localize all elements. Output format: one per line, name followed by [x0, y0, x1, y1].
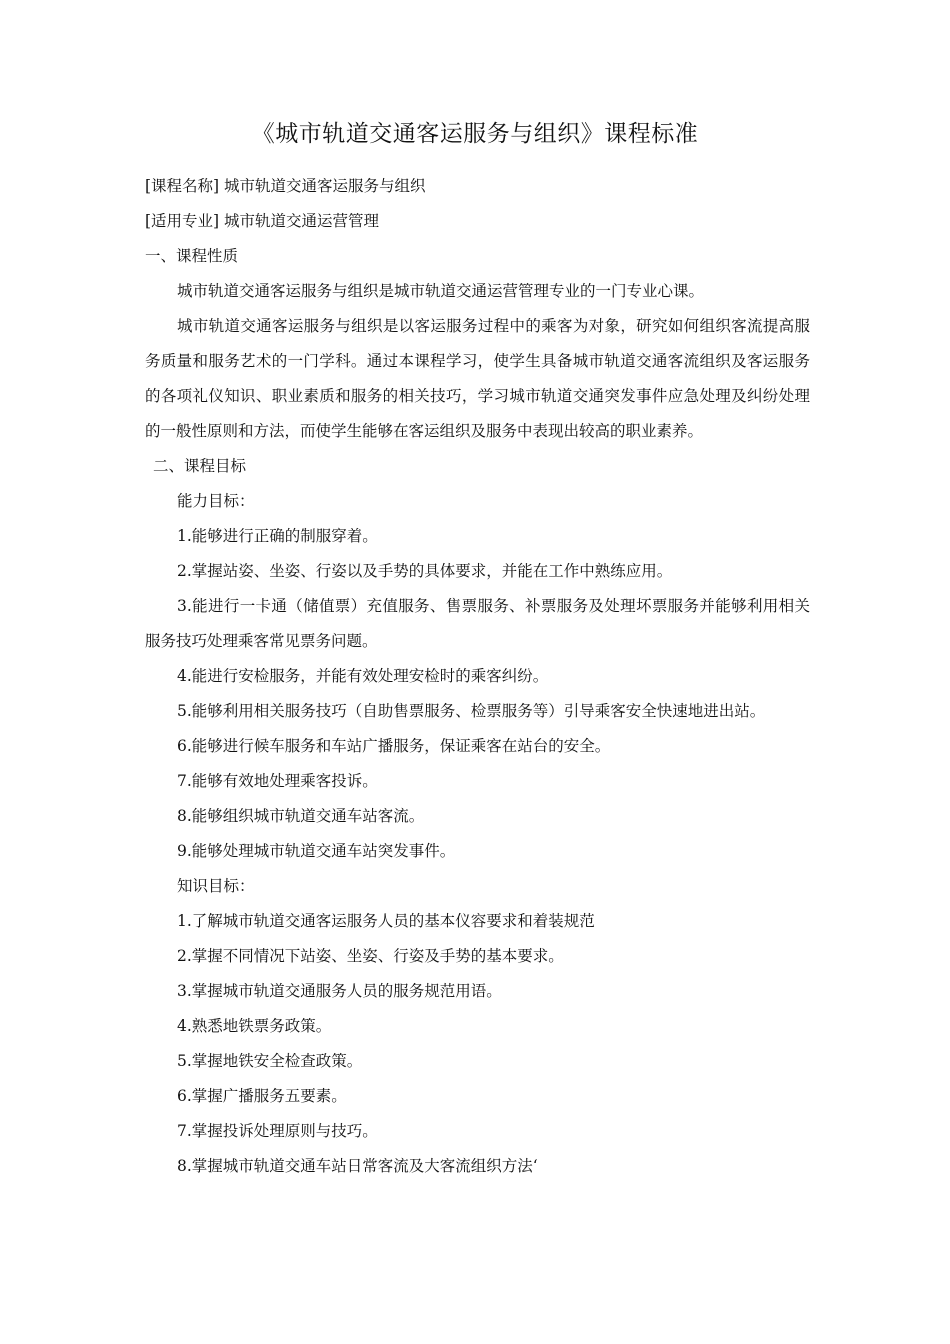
knowledge-item: 7.掌握投诉处理原则与技巧。: [177, 1122, 378, 1140]
nature-paragraph-1: 城市轨道交通客运服务与组织是城市轨道交通运营管理专业的一门专业心课。: [177, 282, 705, 300]
ability-item: 9.能够处理城市轨道交通车站突发事件。: [177, 842, 456, 860]
ability-item: 1.能够进行正确的制服穿着。: [177, 527, 378, 545]
section-heading-goals: 二、课程目标: [153, 457, 247, 475]
nature-paragraph-2: 城市轨道交通客运服务与组织是以客运服务过程中的乘客为对象，研究如何组织客流提高服务质量和服务艺术的一门学科。通过本课程学习，使学生具备城市轨道交通客流组织及客运服务的各项礼仪知识、职业素质和服务的相关技巧，学习城市轨道交通突发事件应急处理及纠纷处理的一般性原则和方法，而使学生能够在客运组织及服务中表现出较高的职业素养。: [145, 317, 810, 440]
ability-item: 8.能够组织城市轨道交通车站客流。: [177, 807, 425, 825]
knowledge-item: 8.掌握城市轨道交通车站日常客流及大客流组织方法‘: [177, 1157, 538, 1175]
knowledge-item: 4.熟悉地铁票务政策。: [177, 1017, 332, 1035]
knowledge-item: 1.了解城市轨道交通客运服务人员的基本仪容要求和着装规范: [177, 912, 595, 930]
ability-item: 2.掌握站姿、坐姿、行姿以及手势的具体要求，并能在工作中熟练应用。: [177, 562, 673, 580]
knowledge-item: 5.掌握地铁安全检查政策。: [177, 1052, 363, 1070]
ability-item: 3.能进行一卡通（储值票）充值服务、售票服务、补票服务及处理坏票服务并能够利用相关服务技巧处理乘客常见票务问题。: [145, 597, 810, 650]
ability-goals-heading: 能力目标：: [177, 492, 255, 510]
ability-item: 6.能够进行候车服务和车站广播服务，保证乘客在站台的安全。: [177, 737, 611, 755]
knowledge-goals-heading: 知识目标：: [177, 877, 255, 895]
major-line: [适用专业] 城市轨道交通运营管理: [145, 212, 380, 230]
knowledge-item: 2.掌握不同情况下站姿、坐姿、行姿及手势的基本要求。: [177, 947, 564, 965]
document-title: 《城市轨道交通客运服务与组织》课程标准: [251, 121, 699, 147]
ability-item: 4.能进行安检服务，并能有效处理安检时的乘客纠纷。: [177, 667, 549, 685]
ability-item: 5.能够利用相关服务技巧（自助售票服务、检票服务等）引导乘客安全快速地进出站。: [177, 702, 766, 720]
course-name-line: [课程名称] 城市轨道交通客运服务与组织: [145, 177, 426, 195]
ability-item: 7.能够有效地处理乘客投诉。: [177, 772, 378, 790]
knowledge-item: 3.掌握城市轨道交通服务人员的服务规范用语。: [177, 982, 502, 1000]
knowledge-item: 6.掌握广播服务五要素。: [177, 1087, 347, 1105]
section-heading-nature: 一、课程性质: [145, 247, 239, 265]
document-body: [145, 169, 810, 1184]
